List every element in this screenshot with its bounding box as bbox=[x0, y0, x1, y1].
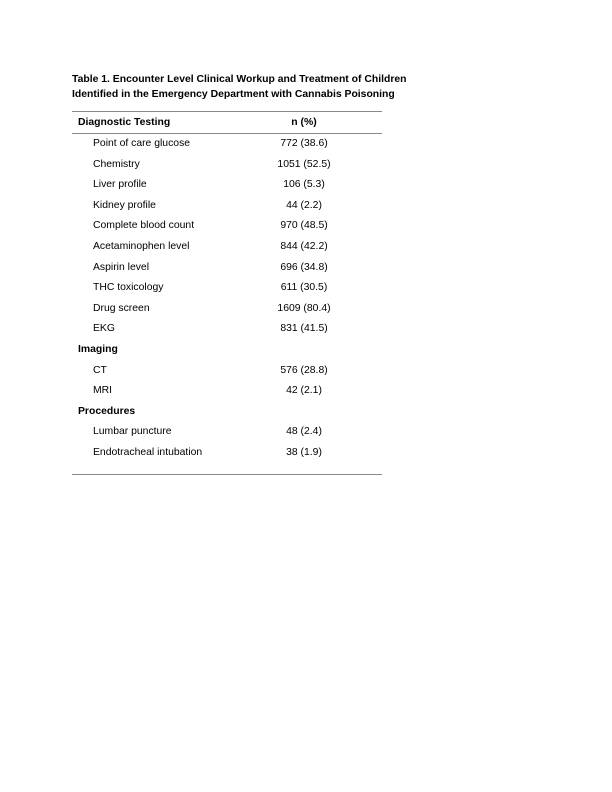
table-row bbox=[72, 175, 382, 196]
table-bottom-rule bbox=[72, 474, 382, 475]
table-header-row bbox=[72, 112, 382, 133]
row-label: Complete blood count bbox=[93, 220, 195, 232]
row-value: 38 (1.9) bbox=[286, 446, 322, 458]
table-row bbox=[72, 216, 382, 237]
row-value: 611 (30.5) bbox=[280, 282, 328, 294]
row-value: 696 (34.8) bbox=[280, 261, 328, 273]
header-n-percent: n (%) bbox=[291, 117, 317, 128]
row-label: THC toxicology bbox=[93, 282, 164, 294]
section-heading-imaging bbox=[72, 340, 382, 361]
row-value: 772 (38.6) bbox=[280, 138, 328, 149]
row-value: 1051 (52.5) bbox=[277, 158, 331, 170]
table-caption bbox=[72, 72, 472, 102]
row-label: Chemistry bbox=[93, 158, 140, 170]
row-label: Lumbar puncture bbox=[93, 426, 172, 438]
row-label: Endotracheal intubation bbox=[93, 446, 203, 458]
table-row bbox=[72, 155, 382, 176]
section-label: Imaging bbox=[78, 343, 118, 355]
row-label: Point of care glucose bbox=[93, 138, 191, 149]
row-value: 576 (28.8) bbox=[280, 364, 328, 376]
table-row bbox=[72, 299, 382, 320]
table-row bbox=[72, 319, 382, 340]
row-label: Acetaminophen level bbox=[93, 240, 190, 252]
row-value: 48 (2.4) bbox=[286, 426, 322, 438]
table-row bbox=[72, 278, 382, 299]
row-value: 44 (2.2) bbox=[286, 199, 322, 211]
data-table bbox=[72, 111, 382, 475]
row-label: Kidney profile bbox=[93, 199, 156, 211]
row-label: Liver profile bbox=[93, 179, 147, 191]
row-value: 831 (41.5) bbox=[280, 323, 328, 335]
row-value: 1609 (80.4) bbox=[277, 302, 331, 314]
header-diagnostic-testing: Diagnostic Testing bbox=[78, 117, 171, 128]
section-label: Procedures bbox=[78, 405, 136, 417]
row-label: Drug screen bbox=[93, 302, 150, 314]
table-row bbox=[72, 196, 382, 217]
row-label: CT bbox=[93, 364, 107, 376]
caption-line-2: Identified in the Emergency Department with Cannabis Poisoning bbox=[72, 89, 395, 100]
table-row bbox=[72, 237, 382, 258]
table-row bbox=[72, 422, 382, 443]
caption-line-1: Table 1. Encounter Level Clinical Workup and Treatment of Children bbox=[72, 74, 407, 85]
table-row bbox=[72, 443, 382, 464]
row-label: EKG bbox=[93, 323, 115, 335]
row-value: 106 (5.3) bbox=[283, 179, 325, 191]
row-value: 970 (48.5) bbox=[280, 220, 328, 232]
row-label: Aspirin level bbox=[93, 261, 150, 273]
table-row bbox=[72, 361, 382, 382]
table-row bbox=[72, 134, 382, 155]
row-value: 42 (2.1) bbox=[286, 385, 322, 397]
row-value: 844 (42.2) bbox=[280, 240, 328, 252]
table-bottom-padding bbox=[72, 464, 382, 474]
section-heading-procedures bbox=[72, 402, 382, 423]
table-row bbox=[72, 258, 382, 279]
table-row bbox=[72, 381, 382, 402]
row-label: MRI bbox=[93, 385, 113, 397]
